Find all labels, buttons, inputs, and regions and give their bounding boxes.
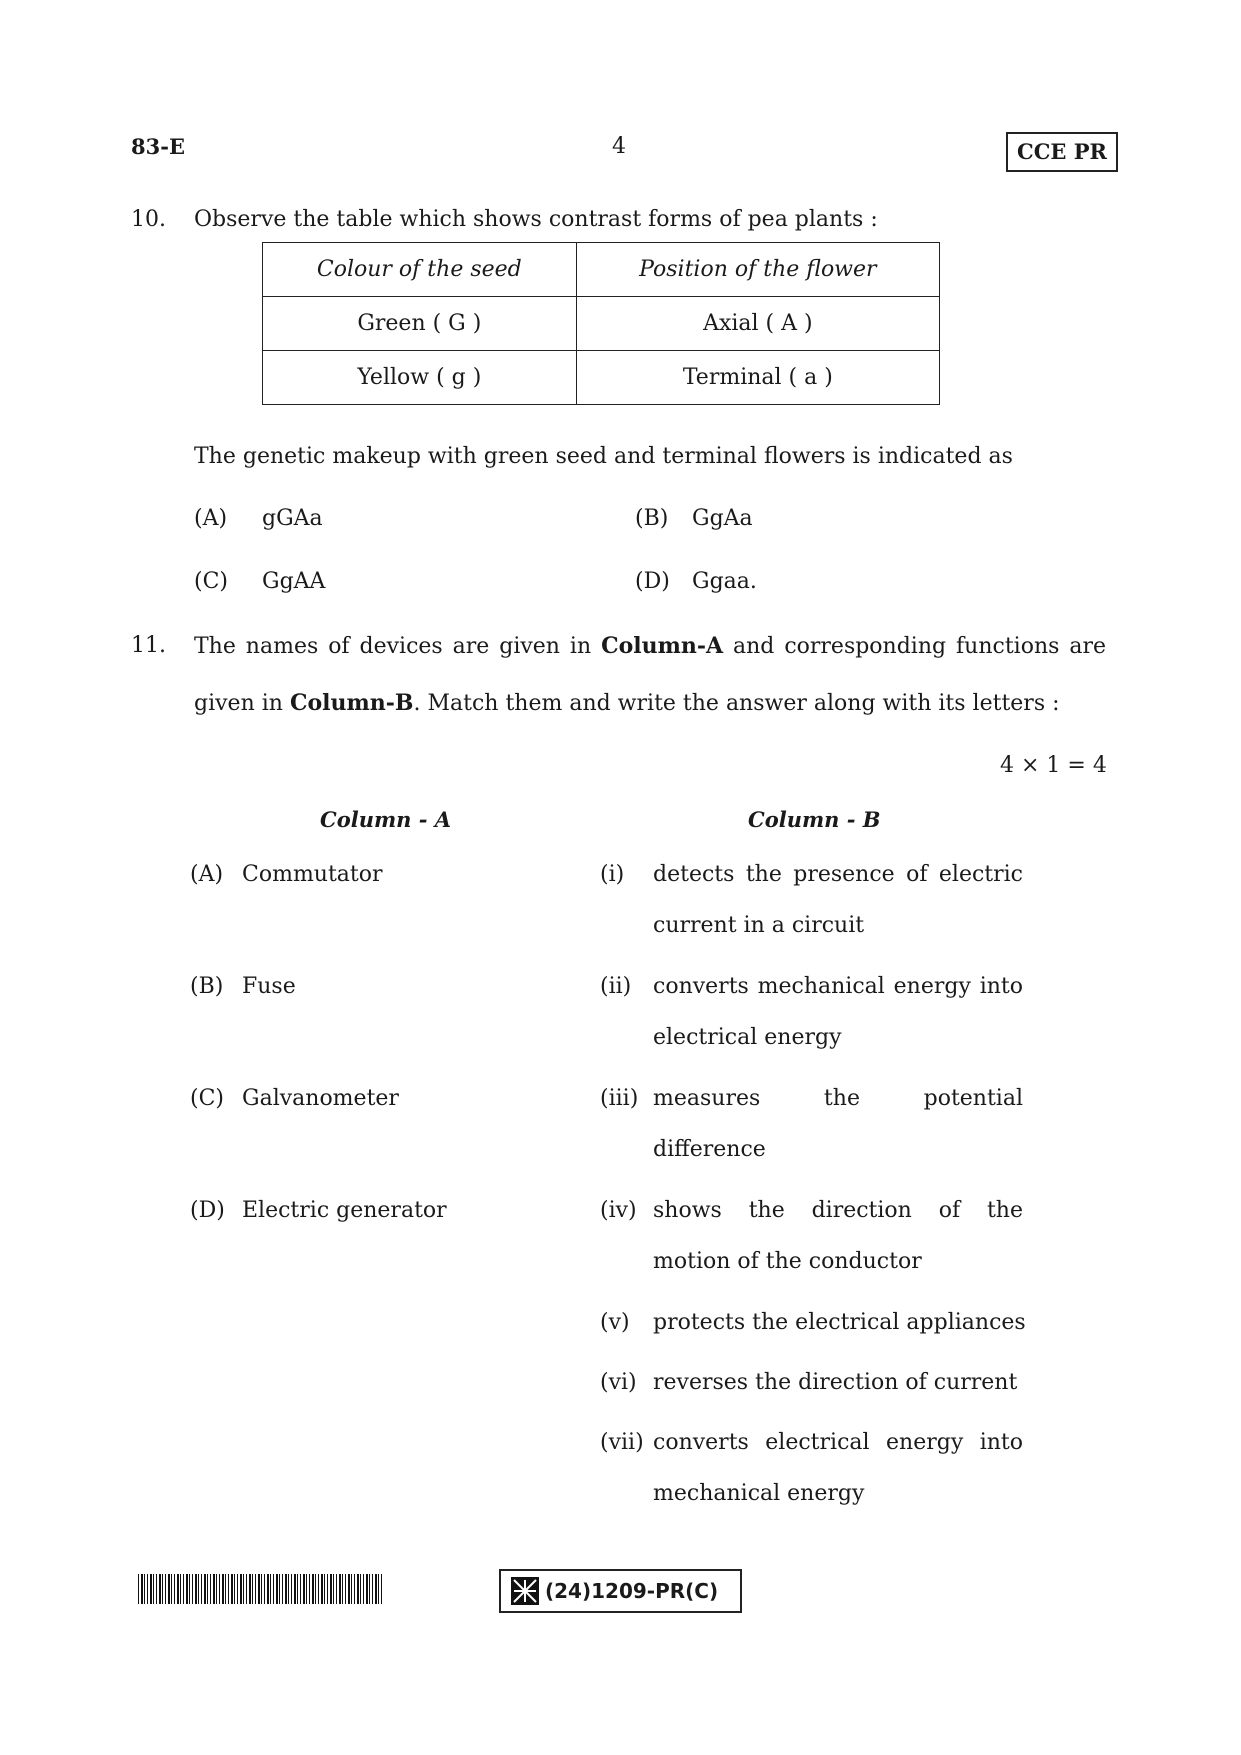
table-cell: Green ( G ) [263,297,577,351]
column-a-label: (A) [190,862,224,887]
column-b-title: Column - B [748,807,881,832]
table-cell: Terminal ( a ) [576,351,939,405]
column-b-item-line: motion of the conductor [653,1249,922,1274]
column-b-label: (v) [600,1310,630,1335]
option-text: GgAa [692,506,753,531]
paper-code-right: CCE PR [1006,132,1118,172]
q10-text: Observe the table which shows contrast forms of pea plants : [194,207,878,232]
pea-traits-table [262,242,940,405]
table-cell: Yellow ( g ) [263,351,577,405]
logo-icon [511,1577,539,1605]
column-b-label: (vi) [600,1370,637,1395]
column-a-item: Electric generator [242,1198,447,1223]
table-header-flower-position: Position of the flower [576,243,939,297]
option-label: (D) [635,569,670,594]
option-label: (C) [194,569,228,594]
column-b-label: (iii) [600,1086,639,1111]
column-b-ref: Column-B [289,690,414,716]
footer-paper-code: (24)1209-PR(C) [545,1579,719,1603]
option-text: Ggaa. [692,569,757,594]
column-b-item-line: mechanical energy [653,1481,865,1506]
column-a-label: (C) [190,1086,224,1111]
q11-text-part: The names of devices are given in [194,634,602,659]
q11-number: 11. [131,633,166,658]
page-number: 4 [612,134,626,159]
q11-marks: 4 × 1 = 4 [1000,753,1107,778]
column-b-item-line: electrical energy [653,1025,842,1050]
column-b-item-line: difference [653,1137,766,1162]
q11-text-part: given in [194,691,290,716]
column-b-label: (i) [600,862,625,887]
option-text: gGAa [262,506,323,531]
column-a-ref: Column-A [601,633,724,659]
column-b-label: (iv) [600,1198,637,1223]
table-header-seed-colour: Colour of the seed [263,243,577,297]
barcode [138,1574,382,1604]
column-a-item: Commutator [242,862,383,887]
option-label: (B) [635,506,669,531]
table-cell: Axial ( A ) [576,297,939,351]
q11-text-line1 [194,632,1106,661]
column-b-item-line: measures the potential [653,1086,1023,1111]
column-a-label: (D) [190,1198,225,1223]
q11-text-part: and corresponding functions are [723,634,1107,659]
column-b-label: (ii) [600,974,632,999]
q10-number: 10. [131,207,166,232]
q11-text-part: . Match them and write the answer along with its letters : [413,691,1060,716]
column-b-item-line: shows the direction of the [653,1198,1023,1223]
column-b-item-line: converts mechanical energy into [653,974,1023,999]
column-a-item: Fuse [242,974,296,999]
column-b-item-line: protects the electrical appliances [653,1310,1026,1335]
column-a-title: Column - A [320,807,452,832]
column-b-item-line: current in a circuit [653,913,865,938]
q10-question: The genetic makeup with green seed and terminal flowers is indicated as [194,444,1013,469]
column-b-item-line: reverses the direction of current [653,1370,1018,1395]
column-a-label: (B) [190,974,224,999]
footer-code-box [499,1569,742,1613]
column-b-item-line: converts electrical energy into [653,1430,1023,1455]
column-b-item-line: detects the presence of electric [653,862,1023,887]
column-b-label: (vii) [600,1430,644,1455]
paper-code-left: 83-E [131,134,185,159]
q11-text-line2 [194,689,1060,718]
option-text: GgAA [262,569,326,594]
column-a-item: Galvanometer [242,1086,399,1111]
option-label: (A) [194,506,228,531]
